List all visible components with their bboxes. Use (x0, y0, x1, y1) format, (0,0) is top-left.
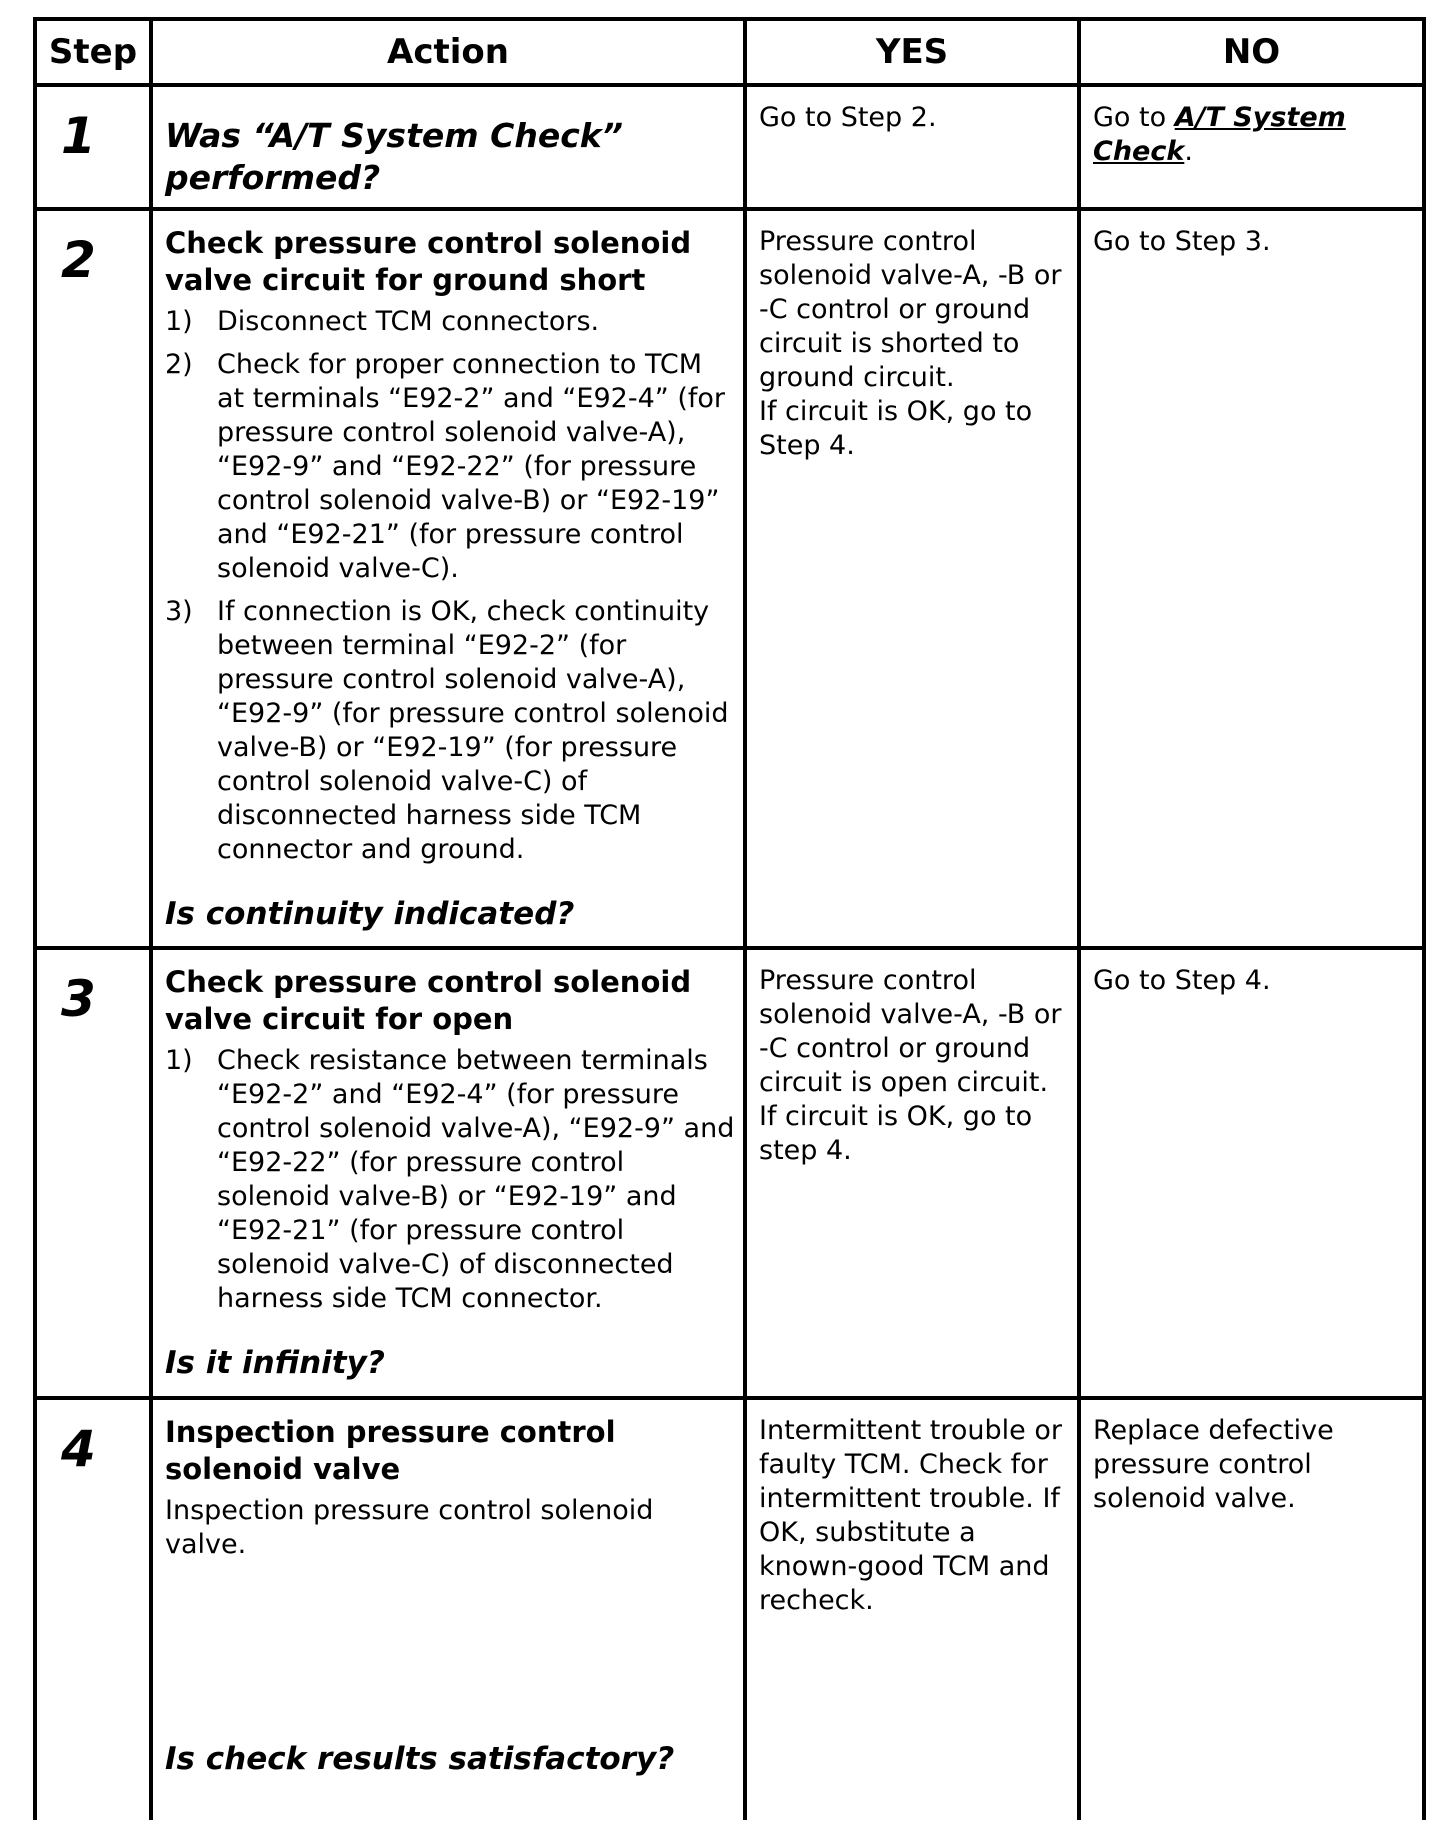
step-number: 1 (61, 107, 96, 165)
header-action: Action (151, 19, 745, 85)
action-title: Check pressure control solenoid valve circuit for ground short (165, 226, 692, 297)
step-cell (35, 1398, 151, 1820)
no-cell (1079, 948, 1424, 1398)
header-step: Step (35, 19, 151, 85)
action-question: Is check results satisfactory? (165, 1741, 675, 1777)
no-text: Replace defective pressure control solenoid valve. (1093, 1415, 1334, 1514)
no-suffix: . (1184, 136, 1193, 167)
yes-text: Intermittent trouble or faulty TCM. Check for intermittent trouble. If OK, substitute a known-good TCM and recheck. (759, 1415, 1062, 1616)
action-title: Inspection pressure control solenoid valve (165, 1415, 616, 1486)
step-number: 3 (61, 970, 96, 1028)
yes-cell (745, 948, 1079, 1398)
step-cell (35, 948, 151, 1398)
item-number: 1) (165, 1045, 193, 1076)
action-step-item (165, 595, 735, 867)
table-row (35, 85, 1424, 209)
yes-text-followup: If circuit is OK, go to Step 4. (759, 396, 1033, 461)
action-step-item (165, 348, 735, 586)
action-cell (151, 948, 745, 1398)
step-number: 4 (61, 1420, 96, 1478)
diagnostic-table (33, 17, 1426, 1820)
header-no: NO (1079, 19, 1424, 85)
yes-text-followup: If circuit is OK, go to step 4. (759, 1101, 1033, 1166)
action-question: Is continuity indicated? (165, 896, 575, 932)
no-prefix: Go to (1093, 102, 1175, 133)
at-system-check-link[interactable]: A/T System Check (1093, 102, 1346, 167)
action-step-item (165, 305, 735, 339)
yes-cell (745, 85, 1079, 209)
header-row (35, 19, 1424, 85)
table-row (35, 209, 1424, 948)
no-cell (1079, 209, 1424, 948)
item-text: Check for proper connection to TCM at terminals “E92-2” and “E92-4” (for pressure control solenoid valve-A), “E92-9” and “E92-22” (for pressure control solenoid valve-B) or “E92-19” and “E92-21” (for pressure control solenoid valve-C). (217, 349, 725, 584)
action-cell (151, 85, 745, 209)
step-cell (35, 85, 151, 209)
item-number: 1) (165, 306, 193, 337)
action-step-item (165, 1044, 735, 1316)
item-number: 2) (165, 349, 193, 380)
action-title: Check pressure control solenoid valve circuit for open (165, 965, 692, 1036)
yes-text: Pressure control solenoid valve-A, -B or -C control or ground circuit is open circuit. (759, 965, 1062, 1098)
yes-text: Go to Step 2. (759, 102, 937, 133)
item-text: Disconnect TCM connectors. (217, 306, 600, 337)
yes-cell (745, 209, 1079, 948)
header-yes: YES (745, 19, 1079, 85)
item-text: If connection is OK, check continuity between terminal “E92-2” (for pressure control solenoid valve-A), “E92-9” (for pressure control solenoid valve-B) or “E92-19” (for pressure control solenoid valve-C) of disconnected harness side TCM connector and ground. (217, 596, 729, 865)
no-cell (1079, 1398, 1424, 1820)
item-number: 3) (165, 596, 193, 627)
table-row (35, 948, 1424, 1398)
no-text: Go to Step 4. (1093, 965, 1271, 996)
action-cell (151, 1398, 745, 1820)
step-cell (35, 209, 151, 948)
step-number: 2 (61, 231, 96, 289)
no-cell (1079, 85, 1424, 209)
table-row (35, 1398, 1424, 1820)
action-text: Inspection pressure control solenoid valve. (165, 1495, 654, 1560)
action-question: Was “A/T System Check” performed? (165, 116, 623, 197)
action-steps (165, 305, 735, 867)
no-text: Go to Step 3. (1093, 226, 1271, 257)
yes-text: Pressure control solenoid valve-A, -B or -C control or ground circuit is shorted to ground circuit. (759, 226, 1062, 393)
action-steps (165, 1044, 735, 1316)
yes-cell (745, 1398, 1079, 1820)
item-text: Check resistance between terminals “E92-2” and “E92-4” (for pressure control solenoid valve-A), “E92-9” and “E92-22” (for pressure control solenoid valve-B) or “E92-19” and “E92-21” (for pressure control solenoid valve-C) of disconnected harness side TCM connector. (217, 1045, 735, 1314)
action-question: Is it infinity? (165, 1345, 385, 1381)
action-cell (151, 209, 745, 948)
no-text (1081, 87, 1422, 169)
